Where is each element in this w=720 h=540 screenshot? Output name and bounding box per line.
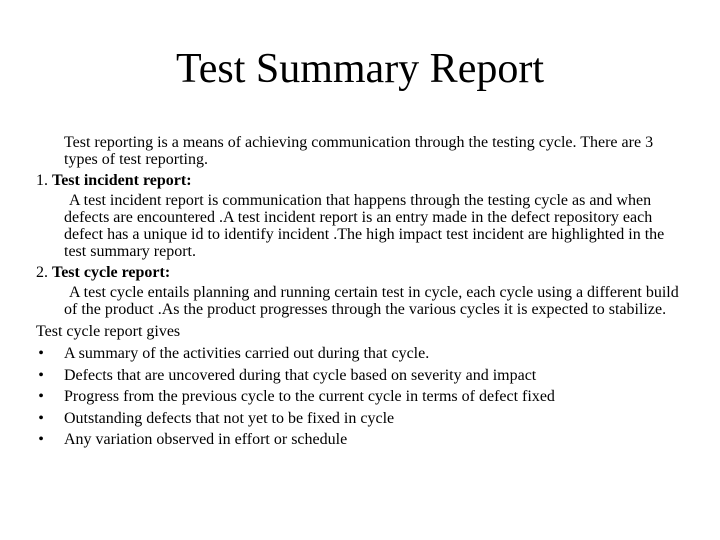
list-item	[36, 343, 686, 365]
bullet-icon: •	[38, 366, 44, 384]
bullet-icon: •	[38, 409, 44, 427]
section-heading-cycle	[36, 262, 686, 283]
bullet-text: Outstanding defects that not yet to be fixed in cycle	[64, 409, 395, 427]
list-item	[36, 386, 686, 408]
slide-title: Test Summary Report	[175, 46, 544, 92]
section-heading-incident	[36, 170, 686, 191]
bullet-text: Defects that are uncovered during that cycle based on severity and impact	[64, 366, 537, 384]
slide-body	[36, 134, 686, 451]
bullet-icon: •	[38, 388, 44, 405]
gives-label: Test cycle report gives	[36, 323, 181, 340]
section-body-cycle: A test cycle entails planning and running certain test in cycle, each cycle using a different build of the product .As the product progresses through the various cycles it is expected to stabilize.	[64, 284, 679, 318]
list-item	[36, 408, 686, 430]
bullet-text: Progress from the previous cycle to the current cycle in terms of defect fixed	[64, 388, 555, 405]
bullet-icon: •	[38, 345, 44, 362]
list-item	[36, 365, 686, 387]
intro-paragraph: Test reporting is a means of achieving communication through the testing cycle. There are 3 types of test reporting.	[64, 134, 654, 168]
bullet-list	[36, 343, 686, 451]
list-item	[36, 429, 686, 451]
section-number: 2.	[36, 264, 48, 281]
section-title: Test incident report:	[52, 172, 192, 189]
section-title: Test cycle report:	[52, 264, 171, 281]
section-body-incident: A test incident report is communication that happens through the testing cycle as and when defects are encountered .A test incident report is an entry made in the defect repository each defect has a unique id to identify incident .The high impact test incident are highlighted in the test summary report.	[64, 192, 665, 260]
section-number: 1.	[36, 172, 48, 189]
bullet-text: A summary of the activities carried out during that cycle.	[64, 345, 430, 362]
bullet-text: Any variation observed in effort or schedule	[64, 431, 348, 448]
bullet-icon: •	[38, 431, 44, 448]
